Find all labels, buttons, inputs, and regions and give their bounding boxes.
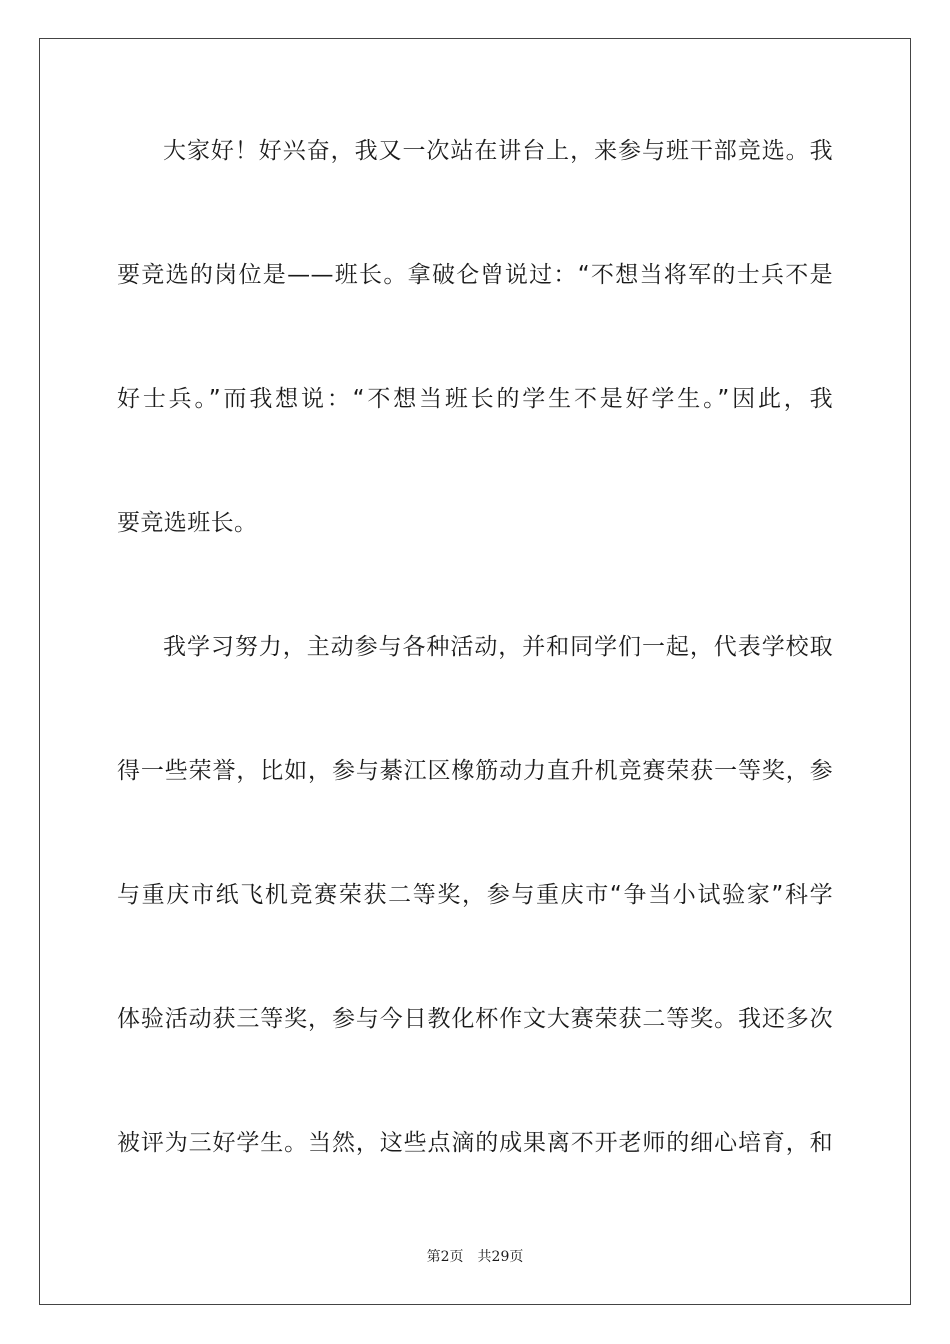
page-number: 第2页 (426, 1249, 464, 1265)
paragraph-2-line-2: 得一些荣誉，比如，参与綦江区橡筋动力直升机竞赛荣获一等奖，参 (117, 758, 833, 784)
paragraph-1-line-1: 大家好！好兴奋，我又一次站在讲台上，来参与班干部竞选。我 (163, 138, 833, 164)
paragraph-2-line-5: 被评为三好学生。当然，这些点滴的成果离不开老师的细心培育，和 (117, 1130, 833, 1156)
paragraph-2-line-4: 体验活动获三等奖，参与今日教化杯作文大赛荣获二等奖。我还多次 (117, 1006, 833, 1032)
total-pages: 共29页 (477, 1249, 524, 1265)
paragraph-1-line-2: 要竞选的岗位是——班长。拿破仑曾说过：“不想当将军的士兵不是 (117, 262, 833, 288)
paragraph-2-line-1: 我学习努力，主动参与各种活动，并和同学们一起，代表学校取 (163, 634, 833, 660)
page-frame (39, 38, 911, 1305)
paragraph-1-line-4: 要竞选班长。 (117, 510, 258, 536)
paragraph-1-line-3: 好士兵。”而我想说：“不想当班长的学生不是好学生。”因此，我 (117, 386, 833, 412)
paragraph-2-line-3: 与重庆市纸飞机竞赛荣获二等奖，参与重庆市“争当小试验家”科学 (117, 882, 833, 908)
page-footer (0, 1248, 950, 1266)
